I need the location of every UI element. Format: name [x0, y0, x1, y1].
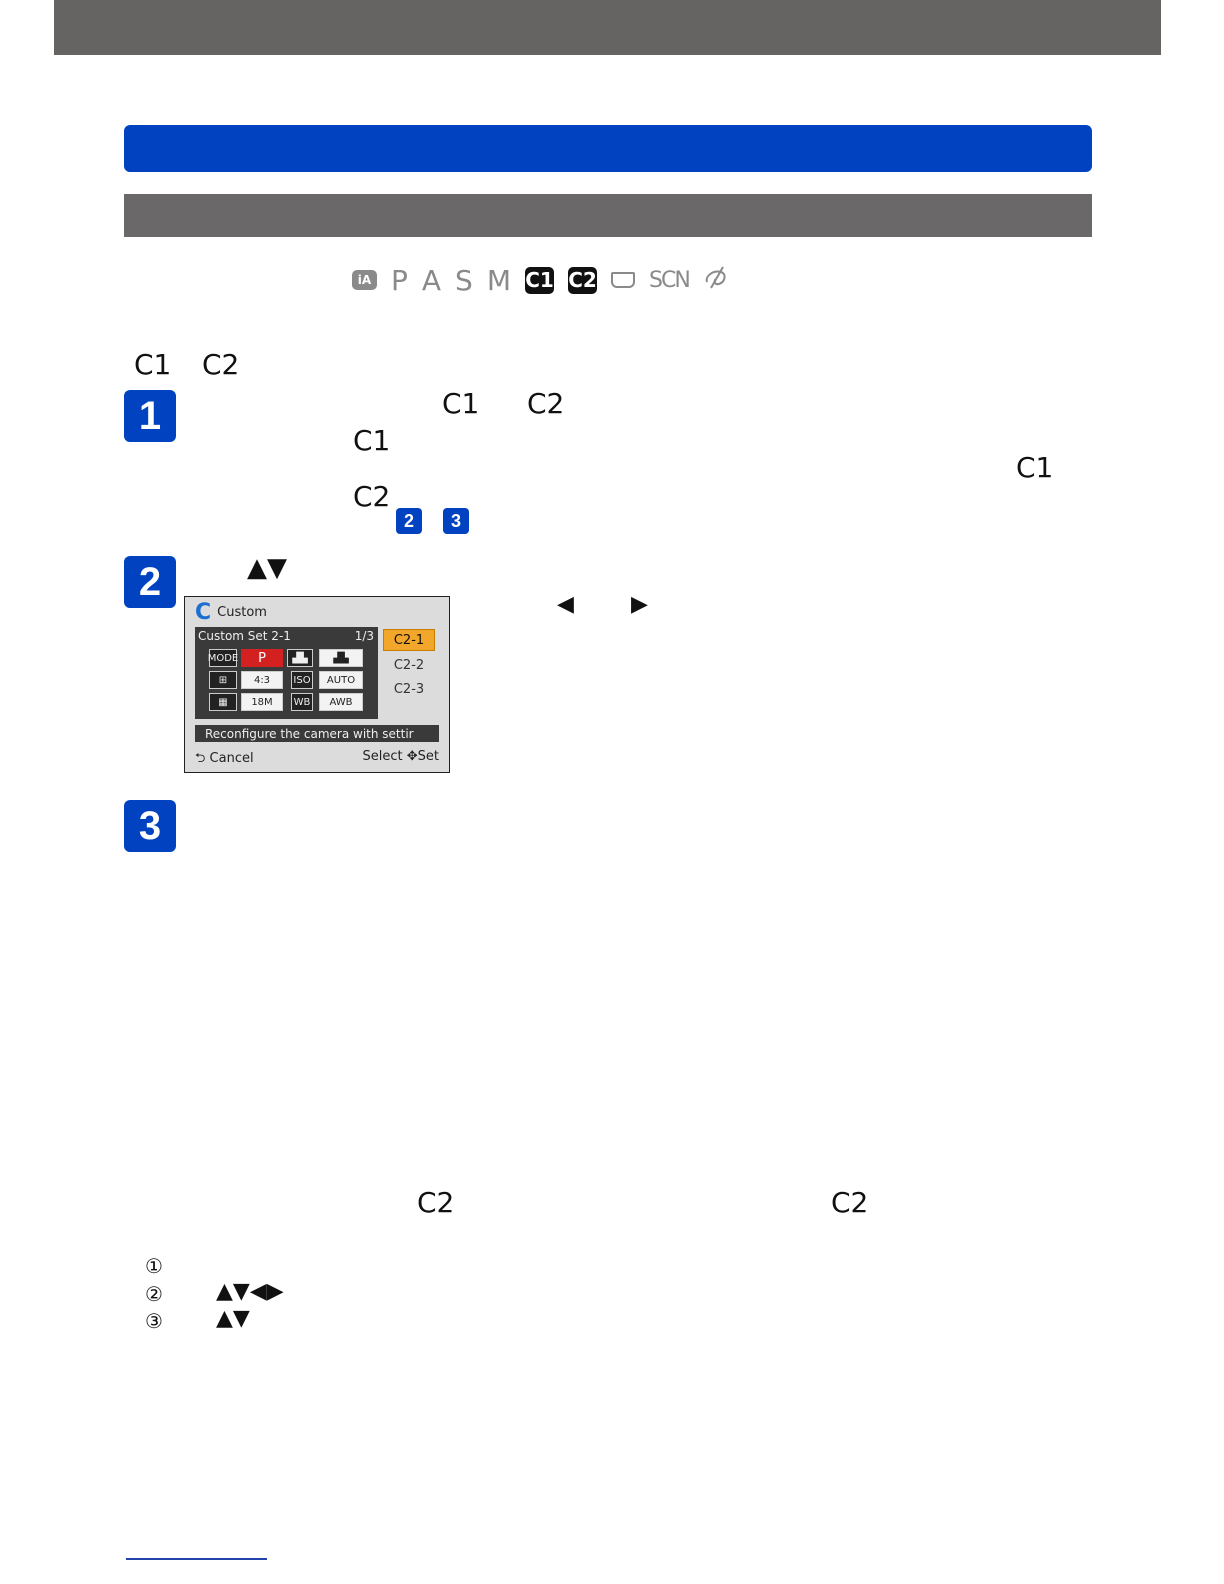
custom-set-item[interactable]: C2-1	[383, 629, 435, 651]
wb-cell: WB	[291, 693, 313, 711]
custom-mode-icon: C	[195, 599, 212, 625]
camera-screen-footer	[195, 749, 439, 767]
step1-line4-c2: C2	[353, 480, 391, 513]
photo-style-value-icon: ▟▙	[319, 649, 363, 667]
mode-s: S	[455, 263, 473, 297]
return-icon: ⮌	[195, 751, 210, 766]
wb-value-cell: AWB	[319, 693, 363, 711]
up-down-arrows-icon: ▲▼	[216, 1306, 250, 1331]
cursor-button-icon: ✥	[406, 749, 418, 764]
custom-set-item[interactable]: C2-2	[393, 657, 425, 673]
mode-c2: C2	[568, 268, 597, 292]
program-mode-cell: P	[241, 649, 283, 667]
aspect-ratio-cell: 4:3	[241, 671, 283, 689]
step1-c1: C1	[442, 387, 480, 420]
picture-size-icon: ▦	[209, 693, 237, 711]
mode-c1: C1	[525, 268, 554, 292]
subsection-title-bar	[124, 194, 1092, 237]
intelligent-auto-icon: iA	[352, 270, 377, 290]
camera-screen-custom-set	[184, 596, 450, 773]
custom-set-panel	[195, 627, 378, 719]
camera-screen-title: Custom	[217, 604, 267, 620]
cursor-arrows-icon: ▲▼◀▶	[216, 1279, 284, 1304]
intro-c1: C1	[134, 348, 172, 381]
up-down-arrows-icon: ▲▼	[247, 553, 287, 583]
step-1-badge: 1	[124, 390, 176, 442]
af-mode-icon: ⊞	[209, 671, 237, 689]
panorama-icon	[611, 272, 635, 288]
custom-set-item[interactable]: C2-3	[393, 681, 425, 697]
ref-step-3-badge: 3	[443, 508, 469, 534]
select-set-hint	[362, 749, 439, 764]
cancel-label: Cancel	[209, 751, 254, 766]
iso-value-cell: AUTO	[319, 671, 363, 689]
section-title-bar	[124, 125, 1092, 172]
note-c2-b: C2	[831, 1186, 869, 1219]
right-arrow-icon: ▶	[631, 592, 648, 617]
step1-line2-c1: C1	[353, 424, 391, 457]
page-header-band	[54, 0, 1161, 55]
mode-m: M	[486, 263, 511, 297]
camera-screen-header	[195, 601, 267, 623]
custom-set-title: Custom Set 2-1	[198, 629, 291, 643]
step1-c2: C2	[527, 387, 565, 420]
ref-step-2-badge: 2	[396, 508, 422, 534]
note-step-number: ③	[145, 1309, 163, 1333]
mode-a: A	[421, 263, 442, 297]
step-2-badge: 2	[124, 556, 176, 608]
page-indicator: 1/3	[354, 629, 374, 643]
note-step-number: ②	[145, 1282, 163, 1306]
intro-c2: C2	[202, 348, 240, 381]
iso-cell: ISO	[291, 671, 313, 689]
cancel-hint[interactable]	[195, 749, 254, 771]
footer-link-underline[interactable]	[126, 1558, 267, 1560]
mode-cell: MODE	[209, 649, 237, 667]
step1-line3-c1: C1	[1016, 451, 1054, 484]
note-c2-a: C2	[417, 1186, 455, 1219]
left-arrow-icon: ◀	[557, 592, 574, 617]
set-label: Set	[417, 749, 439, 764]
picture-size-cell: 18M	[241, 693, 283, 711]
creative-control-icon	[703, 264, 729, 297]
mode-scn: SCN	[649, 267, 689, 293]
recording-modes-row	[352, 262, 729, 298]
note-step-number: ①	[145, 1254, 163, 1278]
mode-p: P	[391, 263, 408, 297]
photo-style-icon: ▟▙	[287, 649, 313, 667]
custom-set-list	[383, 629, 435, 703]
camera-screen-message: Reconfigure the camera with settir	[195, 725, 439, 742]
select-label: Select	[362, 749, 403, 764]
step-3-badge: 3	[124, 800, 176, 852]
